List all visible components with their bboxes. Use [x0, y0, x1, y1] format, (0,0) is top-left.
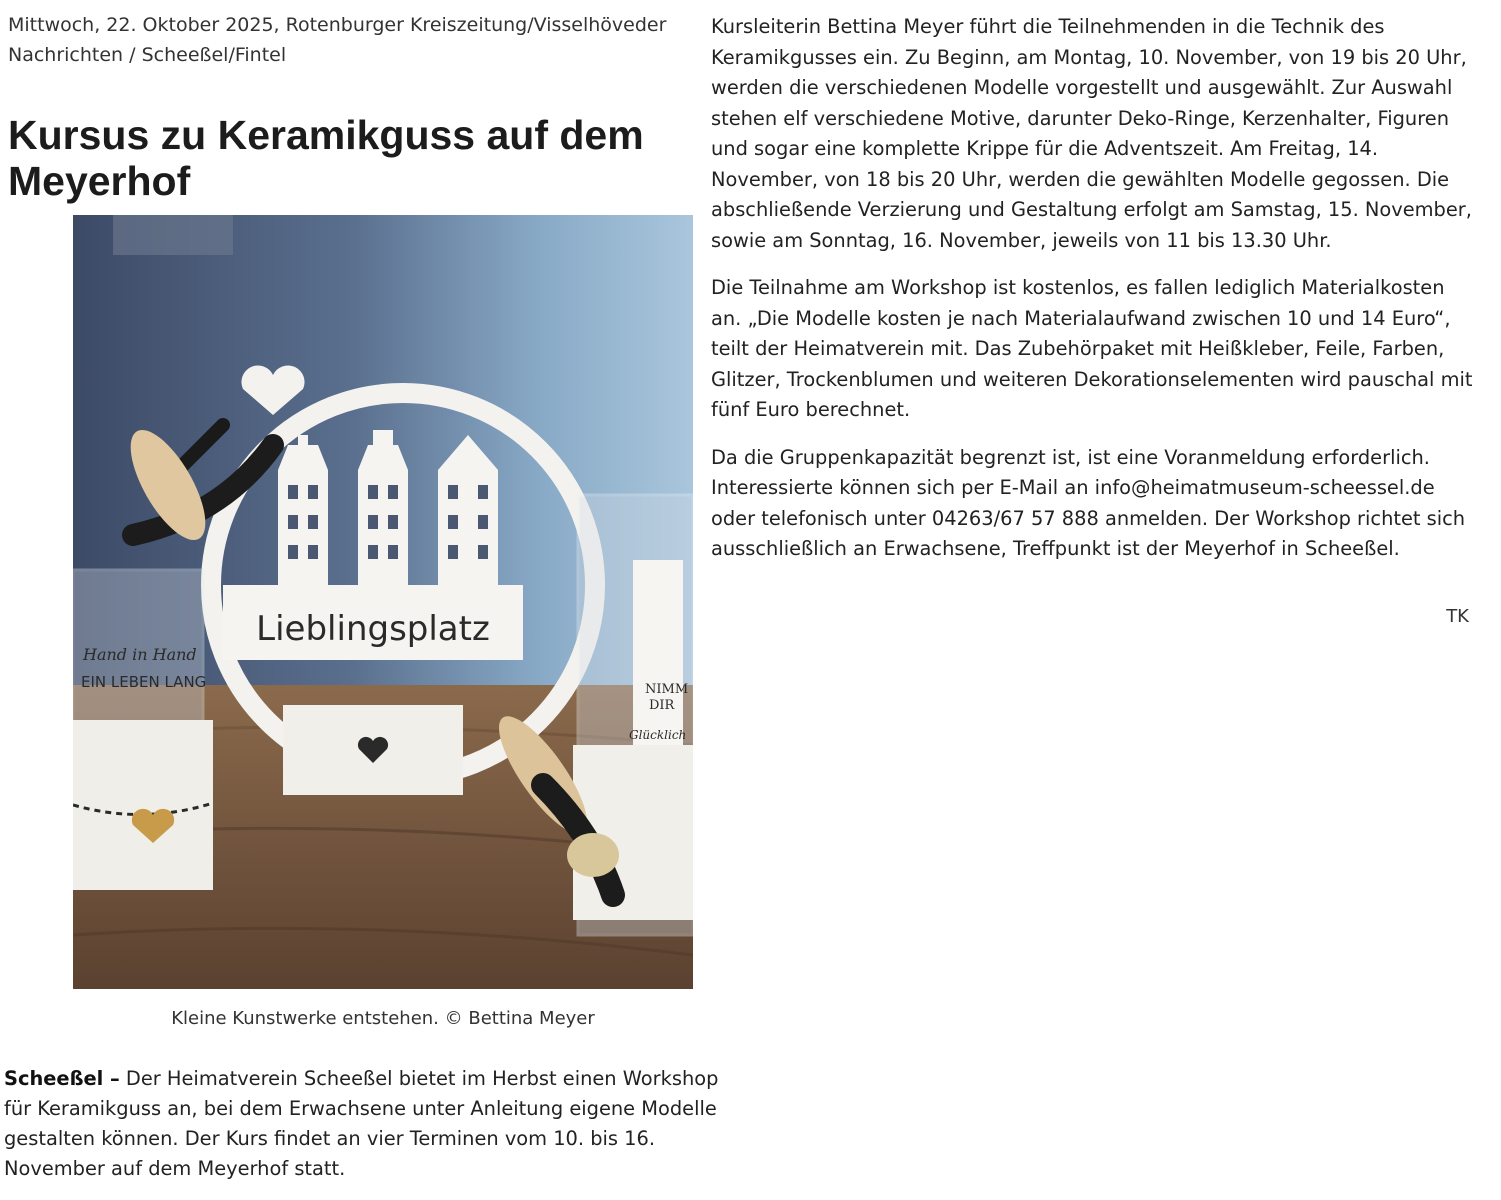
right-glass-text-2: DIR	[649, 698, 675, 713]
article-photo	[73, 215, 693, 989]
author-initials: TK	[1446, 606, 1469, 627]
ring-text: Lieblingsplatz	[256, 609, 490, 649]
lead-paragraph	[4, 1064, 746, 1184]
right-glass-text-1: NIMM	[645, 682, 689, 697]
dateline: Mittwoch, 22. Oktober 2025, Rotenburger Kreiszeitung/Visselhöveder Nachrichten / Scheeßel/Fintel	[8, 14, 667, 66]
right-glass-text-3: Glücklich	[629, 728, 687, 742]
lead-text: Der Heimatverein Scheeßel bietet im Herbst einen Workshop für Keramikguss an, bei dem Erwachsene unter Anleitung eigene Modelle gestalten können. Der Kurs findet an vier Terminen vom 10. bis 16. November auf dem Meyerhof statt.	[4, 1067, 719, 1180]
photo-caption: Kleine Kunstwerke entstehen. © Bettina Meyer	[171, 1008, 595, 1029]
body-paragraph: Die Teilnahme am Workshop ist kostenlos, es fallen lediglich Materialkosten an. „Die Modelle kosten je nach Materialaufwand zwischen 10 und 14 Euro“, teilt der Heimatverein mit. Das Zubehörpaket mit Heißkleber, Feile, Farben, Glitzer, Trockenblumen und weiteren Dekorationselementen wird pauschal mit fünf Euro berechnet.	[711, 276, 1473, 421]
lead-place: Scheeßel –	[4, 1067, 120, 1090]
article-body	[711, 12, 1473, 582]
body-paragraph: Da die Gruppenkapazität begrenzt ist, ist eine Voranmeldung erforderlich. Interessierte können sich per E-Mail an info@heimatmuseum-scheessel.de oder telefonisch unter 04263/67 57 888 anmelden. Der Workshop richtet sich ausschließlich an Erwachsene, Treffpunkt ist der Meyerhof in Scheeßel.	[711, 445, 1466, 560]
body-paragraph: Kursleiterin Bettina Meyer führt die Teilnehmenden in die Technik des Keramikgusses ein. Zu Beginn, am Montag, 10. November, von 19 bis 20 Uhr, werden die verschiedenen Modelle vorgestellt und ausgewählt. Zur Auswahl stehen elf verschiedene Motive, darunter Deko-Ringe, Kerzenhalter, Figuren und sogar eine komplette Krippe für die Adventszeit. Am Freitag, 14. November, von 18 bis 20 Uhr, werden die gewählten Modelle gegossen. Die abschließende Verzierung und Gestaltung erfolgt am Samstag, 15. November, sowie am Sonntag, 16. November, jeweils von 11 bis 13.30 Uhr.	[711, 15, 1472, 252]
headline: Kursus zu Keramikguss auf dem Meyerhof	[8, 112, 644, 204]
left-glass-text-2: EIN LEBEN LANG	[81, 673, 207, 691]
left-glass-text-1: Hand in Hand	[83, 645, 197, 664]
